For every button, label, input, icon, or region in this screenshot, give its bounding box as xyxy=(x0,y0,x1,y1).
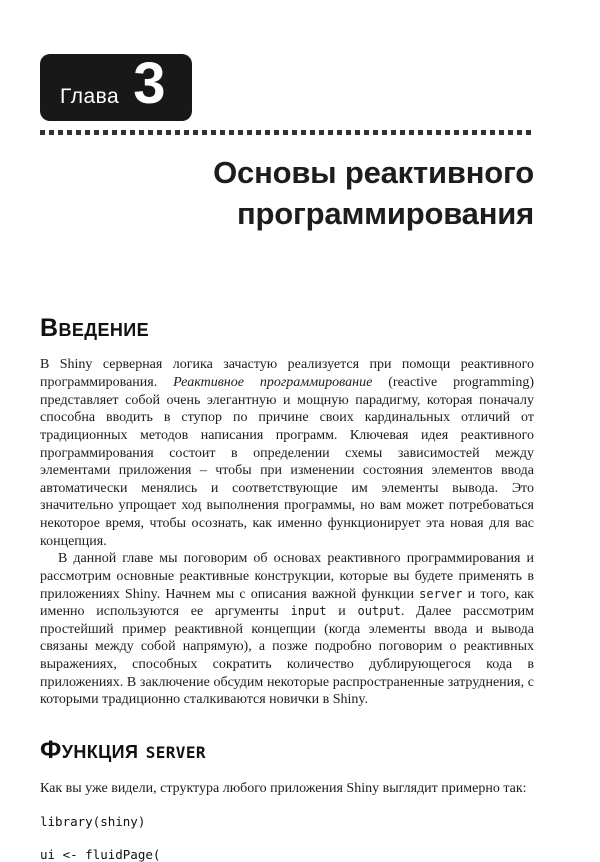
text-segment: и того, как именно используются ее аргументы xyxy=(40,586,534,620)
intro-section xyxy=(40,315,534,709)
code-line-fluidpage: ui <- fluidPage( xyxy=(40,847,161,862)
chapter-header xyxy=(40,51,534,235)
italic-term: Реактивное программирование xyxy=(173,375,373,391)
server-heading-code: server xyxy=(145,737,206,764)
chapter-tab xyxy=(40,51,192,121)
chapter-title: Основы реактивного программирования xyxy=(213,155,534,231)
chapter-number: 3 xyxy=(133,51,166,116)
intro-paragraph-1 xyxy=(40,356,534,550)
text-segment: В данной главе мы поговорим об основах реактивного программирования и рассмотрим основные реактивные конструкции, которые вы будете применять в приложениях Shiny. Начнем мы с описания важной функции xyxy=(40,551,534,602)
server-section xyxy=(40,737,534,862)
dotted-divider xyxy=(40,130,534,135)
server-heading xyxy=(40,737,534,765)
inline-code-output: output xyxy=(357,604,401,619)
intro-heading: Введение xyxy=(40,313,150,342)
chapter-label: Глава xyxy=(60,85,120,108)
intro-paragraph-2 xyxy=(40,550,534,709)
text-segment: и xyxy=(326,604,358,620)
server-heading-text: Функция xyxy=(40,735,146,764)
inline-code-server: server xyxy=(419,586,463,601)
text-segment: . Далее рассмотрим простейший пример реактивной концепции (когда элементы ввода и вывода связаны между собой напрямую), а позже подробно поговорим о реактивных выражениях, способных сократить количество дублирующегося кода в приложениях. В заключение обсудим некоторые распространенные затруднения, с которыми традиционно сталкиваются новички в Shiny. xyxy=(40,604,534,708)
inline-code-input: input xyxy=(290,604,327,619)
text-segment: В Shiny серверная логика зачастую реализуется при помощи реактивного программирования. xyxy=(40,357,534,391)
text-segment: (reactive programming) представляет собой очень элегантную и мощную парадигму, которая поначалу способна вводить в ступор по причине своих кардинальных отличий от традиционных методов написания программ. Ключевая идея реактивного программирования состоит в определении схемы зависимостей между элементами приложения – чтобы при изменении состояния элементов ввода автоматически менялись и соответствующие им элементы вывода. Это значительно упрощает ход выполнения программы, но вам может потребоваться некоторое время, чтобы осознать, как именно функционирует эта новая для вас концепция. xyxy=(40,375,534,549)
code-line-library: library(shiny) xyxy=(40,814,146,830)
server-lead: Как вы уже видели, структура любого приложения Shiny выглядит примерно так: xyxy=(40,781,527,797)
